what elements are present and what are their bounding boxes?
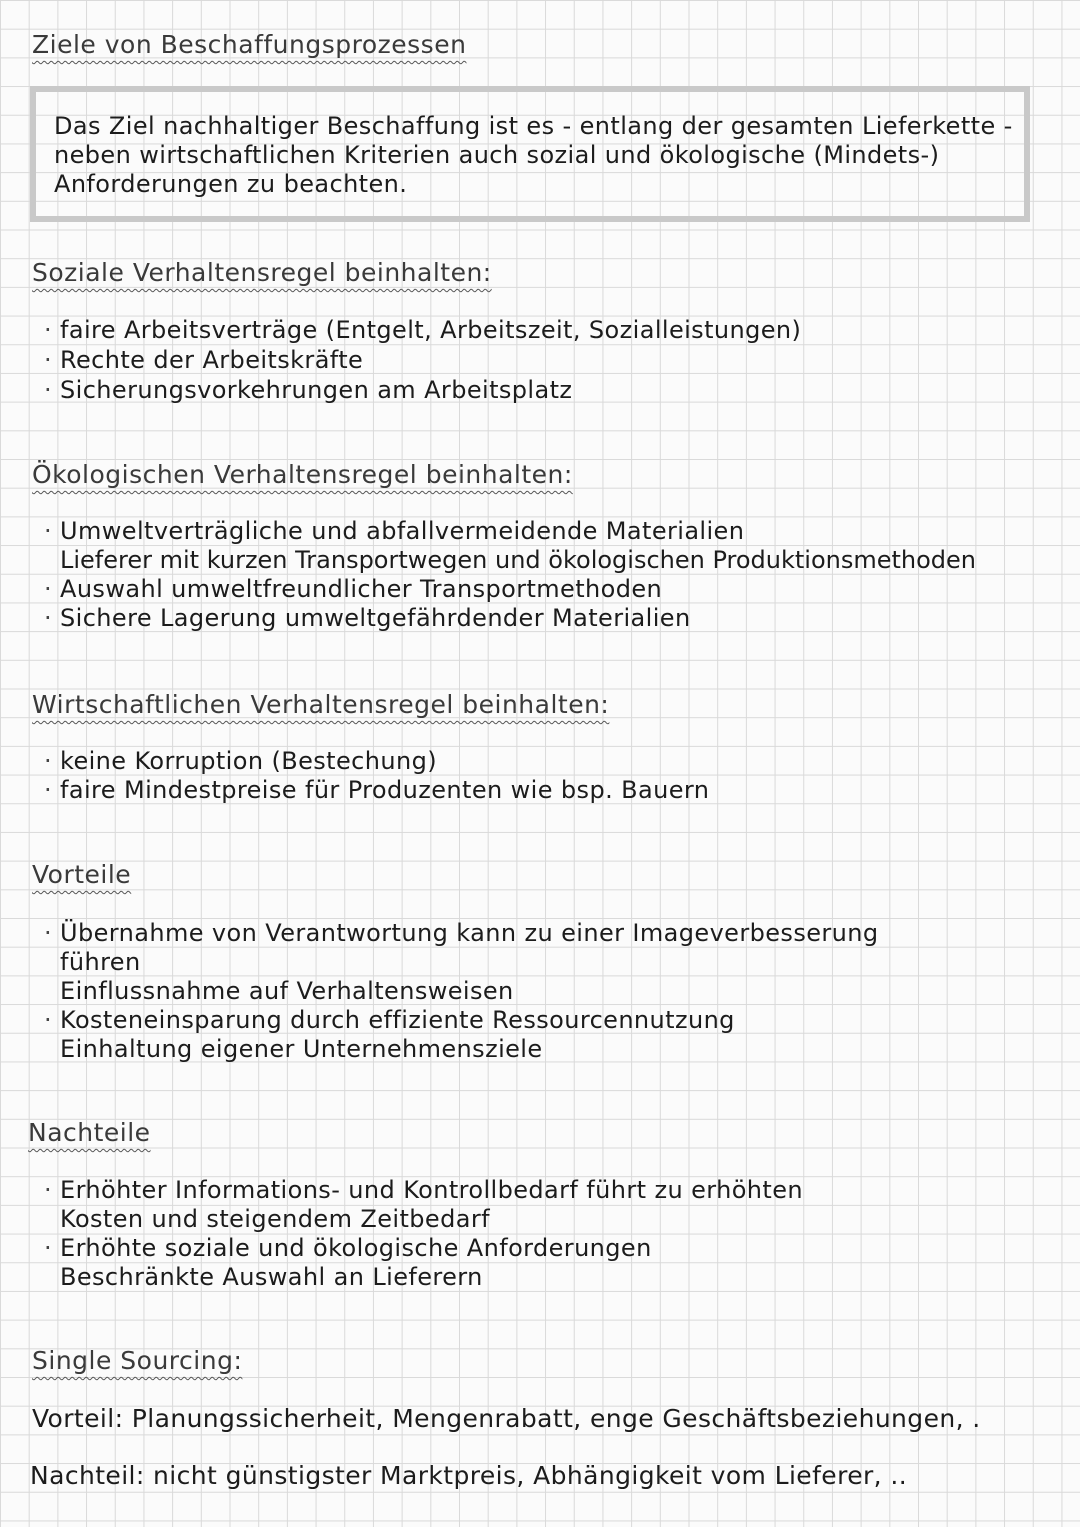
bullet-dot: · <box>44 517 52 545</box>
ecological-item: Umweltverträgliche und abfallvermeidende Materialien <box>60 517 745 545</box>
economic-heading: Wirtschaftlichen Verhaltensregel beinhalten: <box>32 690 610 719</box>
single-sourcing-advantage: Vorteil: Planungssicherheit, Mengenrabatt, enge Geschäftsbeziehungen, . <box>32 1404 981 1433</box>
bullet-dot: · <box>44 776 52 804</box>
social-item: Rechte der Arbeitskräfte <box>60 346 364 374</box>
ecological-item: Auswahl umweltfreundlicher Transportmethoden <box>60 575 663 603</box>
economic-item: keine Korruption (Bestechung) <box>60 747 437 775</box>
advantages-item: Einhaltung eigener Unternehmensziele <box>60 1035 543 1063</box>
bullet-dot: · <box>44 575 52 603</box>
bullet-dot: · <box>44 346 52 374</box>
bullet-dot: · <box>44 316 52 344</box>
social-item: faire Arbeitsverträge (Entgelt, Arbeitszeit, Sozialleistungen) <box>60 316 802 344</box>
disadvantages-heading: Nachteile <box>28 1118 151 1147</box>
page-title: Ziele von Beschaffungsprozessen <box>32 30 467 59</box>
bullet-dot: · <box>44 919 52 947</box>
bullet-dot: · <box>44 1006 52 1034</box>
bullet-dot: · <box>44 747 52 775</box>
economic-item: faire Mindestpreise für Produzenten wie bsp. Bauern <box>60 776 710 804</box>
advantages-heading: Vorteile <box>32 860 132 889</box>
bullet-dot: · <box>44 376 52 404</box>
advantages-item: führen <box>60 948 141 976</box>
advantages-item: Kosteneinsparung durch effiziente Ressourcennutzung <box>60 1006 735 1034</box>
social-item: Sicherungsvorkehrungen am Arbeitsplatz <box>60 376 573 404</box>
bullet-dot: · <box>44 1234 52 1262</box>
advantages-item: Einflussnahme auf Verhaltensweisen <box>60 977 514 1005</box>
bullet-dot: · <box>44 1176 52 1204</box>
disadvantages-item: Erhöhte soziale und ökologische Anforderungen <box>60 1234 652 1262</box>
single-sourcing-heading: Single Sourcing: <box>32 1346 243 1375</box>
definition-text: Das Ziel nachhaltiger Beschaffung ist es - entlang der gesamten Lieferkette - neben wirtschaftlichen Kriterien auch sozial und ökologische (Mindets-) Anforderungen zu beachten. <box>54 112 1013 198</box>
disadvantages-item: Kosten und steigendem Zeitbedarf <box>60 1205 490 1233</box>
social-heading: Soziale Verhaltensregel beinhalten: <box>32 258 492 287</box>
ecological-item: Lieferer mit kurzen Transportwegen und ökologischen Produktionsmethoden <box>60 546 977 574</box>
disadvantages-item: Erhöhter Informations- und Kontrollbedarf führt zu erhöhten <box>60 1176 804 1204</box>
bullet-dot: · <box>44 604 52 632</box>
advantages-item: Übernahme von Verantwortung kann zu einer Imageverbesserung <box>60 919 879 947</box>
ecological-heading: Ökologischen Verhaltensregel beinhalten: <box>32 460 573 489</box>
single-sourcing-disadvantage: Nachteil: nicht günstigster Marktpreis, Abhängigkeit vom Lieferer, .. <box>30 1461 908 1490</box>
disadvantages-item: Beschränkte Auswahl an Lieferern <box>60 1263 483 1291</box>
ecological-item: Sichere Lagerung umweltgefährdender Materialien <box>60 604 691 632</box>
